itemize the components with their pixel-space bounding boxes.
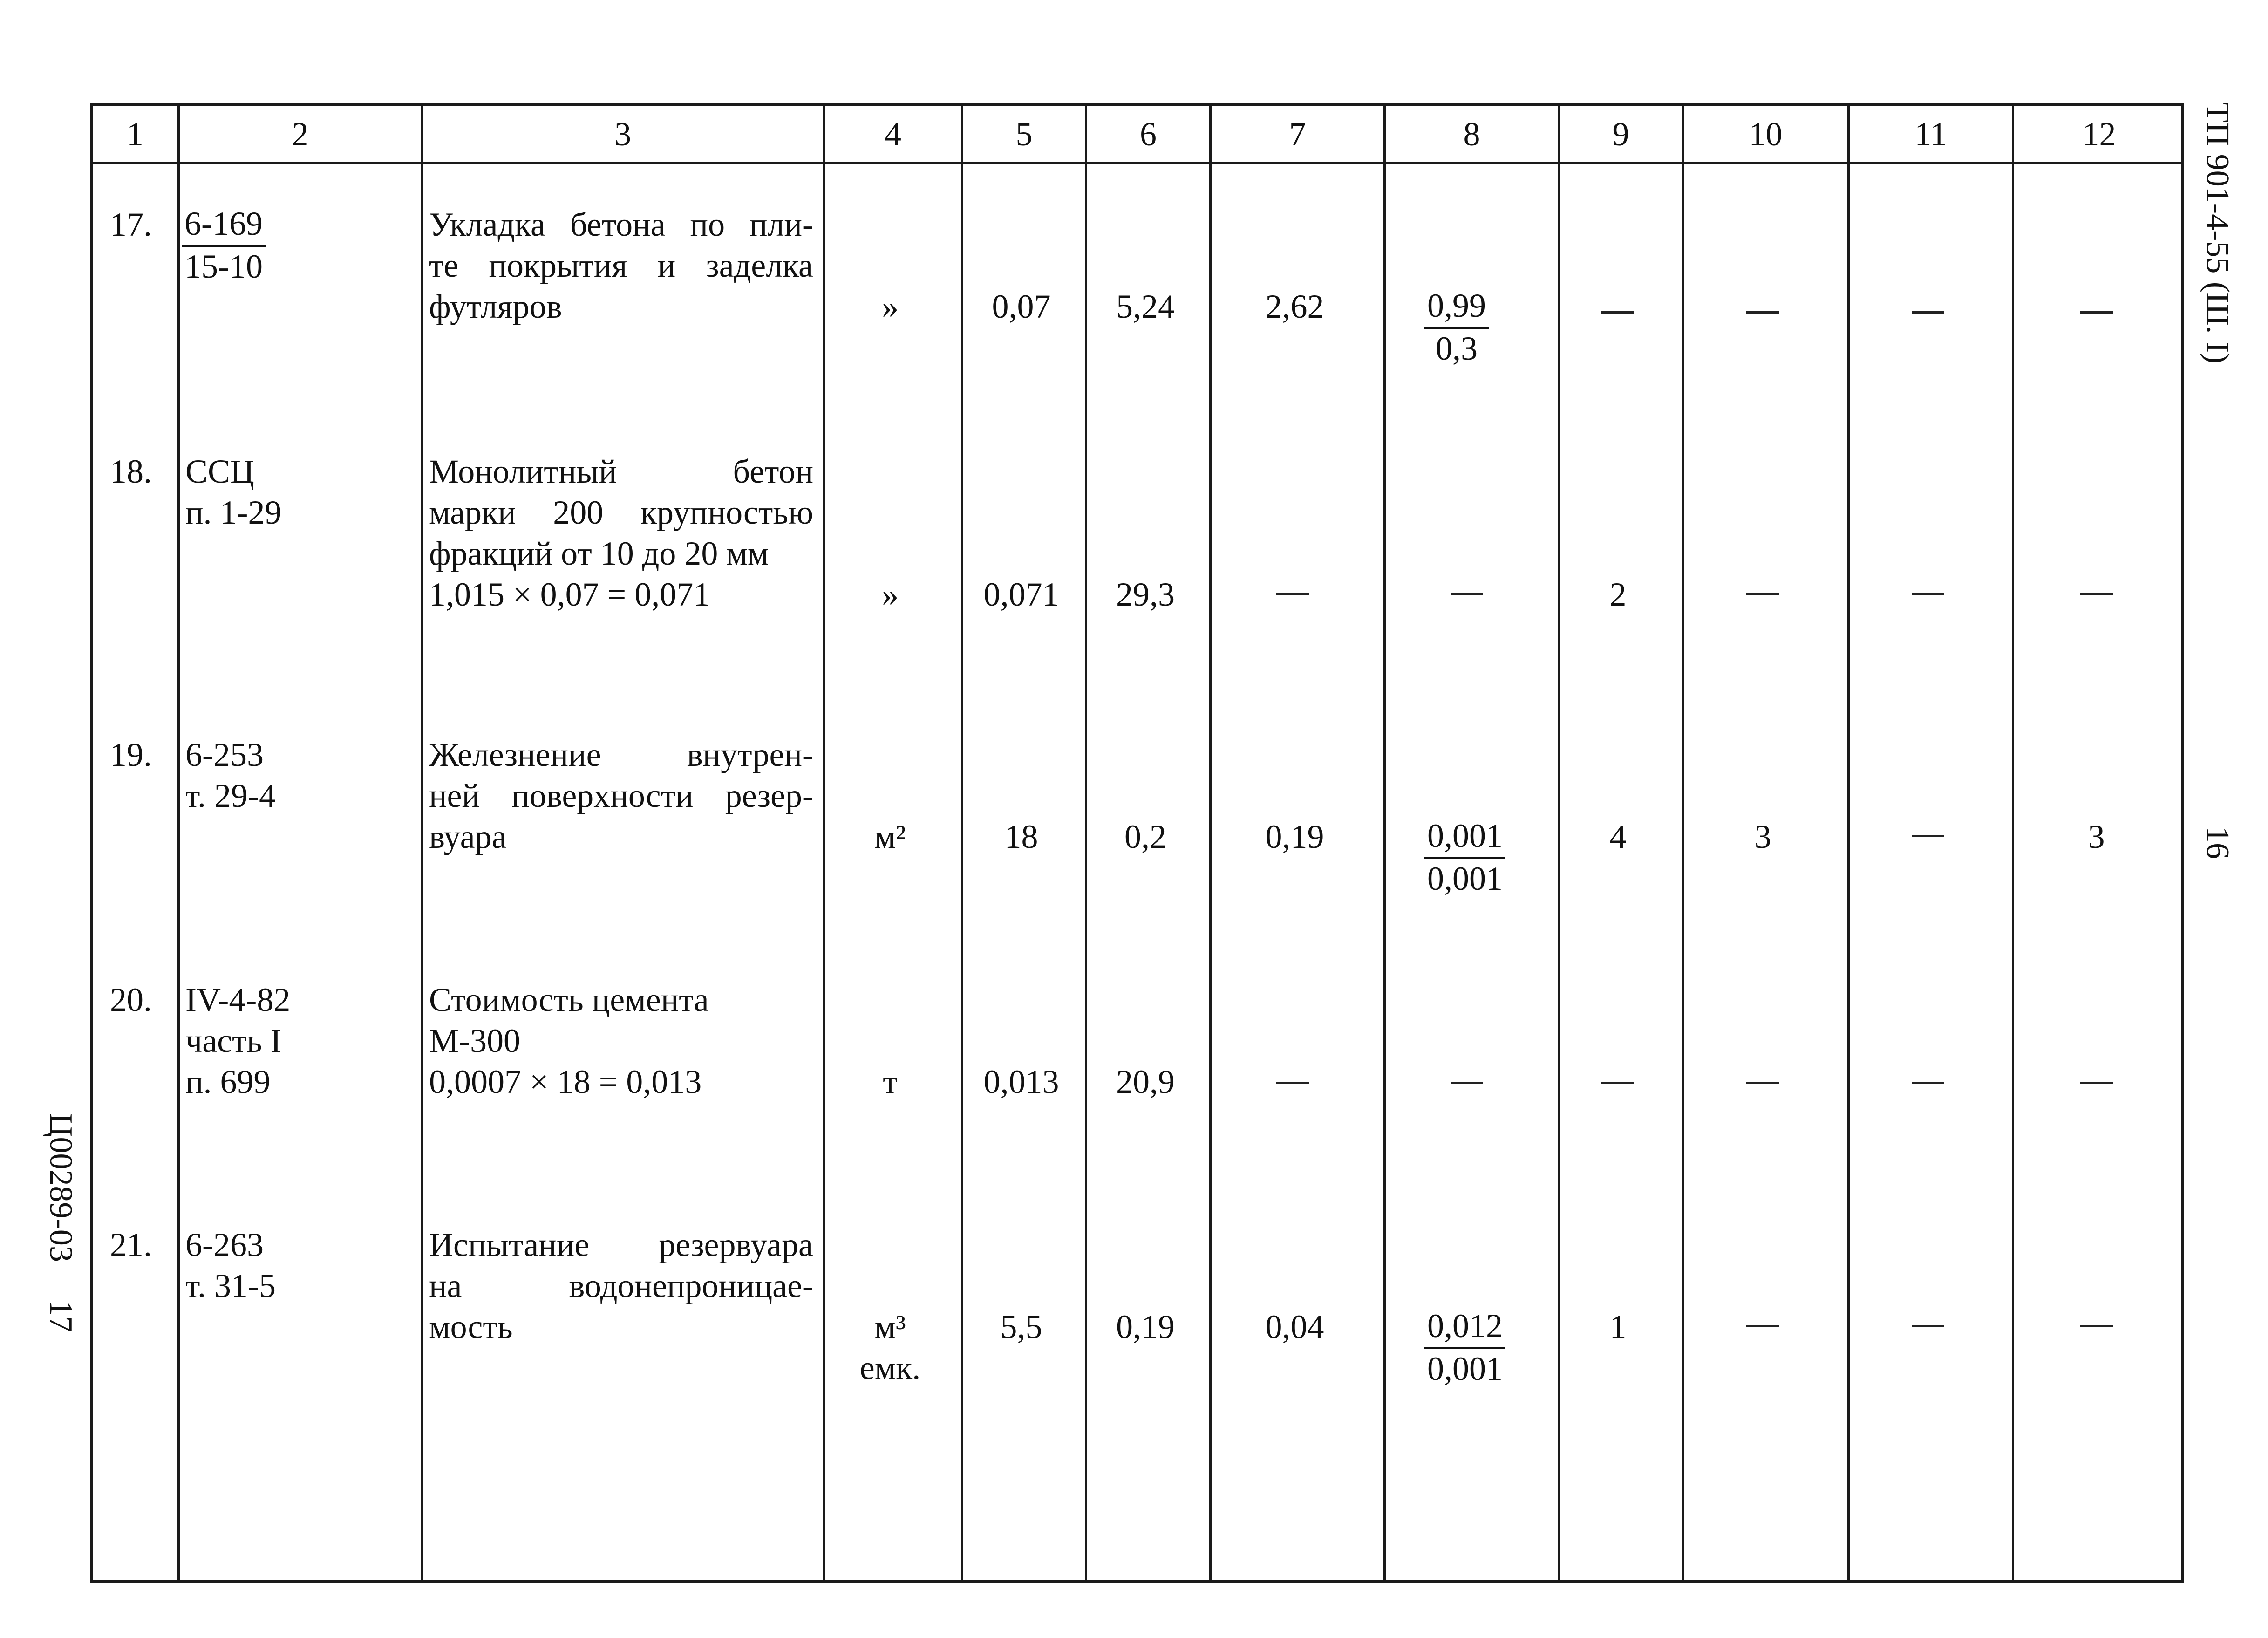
cell-col5: 18 — [1004, 818, 1038, 855]
description-line: на водонепроницае- — [429, 1267, 813, 1304]
unit: » — [882, 288, 899, 325]
reference-denominator: 15-10 — [184, 247, 263, 285]
header-cell-10: 10 — [1749, 115, 1783, 153]
row-number: 17. — [110, 206, 152, 243]
unit: т — [883, 1063, 898, 1100]
cell-col7: 0,19 — [1265, 818, 1324, 855]
cell-col9: 4 — [1609, 818, 1627, 855]
header-cell-11: 11 — [1914, 115, 1947, 153]
cell-col8-fraction — [1424, 817, 1505, 897]
description-line: ней поверхности резер- — [429, 777, 813, 814]
reference-line: т. 29-4 — [185, 777, 276, 814]
dash-col11 — [1912, 1082, 1944, 1084]
fraction-numerator: 0,001 — [1424, 817, 1505, 859]
header-cell-3: 3 — [614, 115, 631, 153]
description-line: футляров — [429, 288, 562, 325]
reference-line: 6-263 — [185, 1226, 264, 1263]
reference-line: п. 1-29 — [185, 494, 282, 531]
cell-col7: 0,04 — [1265, 1308, 1324, 1345]
header-cell-5: 5 — [1015, 115, 1033, 153]
header-divider — [93, 162, 2181, 164]
description-line: марки 200 крупностью — [429, 494, 813, 531]
dash-col11 — [1912, 835, 1944, 837]
description-line: вуара — [429, 818, 507, 855]
cell-col6: 0,19 — [1116, 1308, 1175, 1345]
row-number: 20. — [110, 981, 152, 1018]
sheet-code-label: Ц00289-03 — [43, 1113, 79, 1262]
reference-line: часть I — [185, 1022, 282, 1059]
document-code-label: ТП 901-4-55 (Ш. I) — [2200, 102, 2235, 364]
cell-col8-fraction — [1424, 287, 1489, 367]
cell-col6: 5,24 — [1116, 288, 1175, 325]
reference-fraction — [182, 205, 266, 285]
page-number-left: 17 — [43, 1300, 79, 1332]
description-line: те покрытия и заделка — [429, 247, 813, 284]
description-line: Стоимость цемента — [429, 981, 709, 1018]
reference-numerator: 6-169 — [182, 205, 266, 247]
dash-col10 — [1746, 311, 1779, 314]
cell-col5: 0,013 — [983, 1063, 1059, 1100]
cell-col5: 0,07 — [992, 288, 1051, 325]
unit-line: емк. — [859, 1349, 921, 1386]
cell-col9: 1 — [1609, 1308, 1627, 1345]
row-number: 21. — [110, 1226, 152, 1263]
header-cell-4: 4 — [885, 115, 901, 153]
fraction-numerator: 0,99 — [1424, 287, 1489, 329]
column-divider — [1383, 106, 1386, 1580]
page-number-right: 16 — [2200, 826, 2235, 859]
dash-col12 — [2080, 1082, 2113, 1084]
column-divider — [177, 106, 180, 1580]
dash-col12 — [2080, 593, 2113, 595]
fraction-denominator: 0,3 — [1436, 329, 1478, 367]
header-cell-8: 8 — [1463, 115, 1480, 153]
description-line: Монолитный бетон — [429, 453, 813, 490]
unit-line: м³ — [874, 1308, 906, 1345]
cell-col10: 3 — [1754, 818, 1771, 855]
description-line: 1,015 × 0,07 = 0,071 — [429, 576, 710, 613]
fraction-denominator: 0,001 — [1427, 1350, 1503, 1387]
dash-col11 — [1912, 1325, 1944, 1327]
reference-line: ССЦ — [185, 453, 255, 490]
dash-col7 — [1276, 593, 1309, 595]
description-line: мость — [429, 1308, 513, 1345]
header-cell-2: 2 — [292, 115, 309, 153]
description-line: М-300 — [429, 1022, 520, 1059]
cell-col6: 29,3 — [1116, 576, 1175, 613]
cell-col12: 3 — [2088, 818, 2105, 855]
cell-col5: 5,5 — [1000, 1308, 1042, 1345]
unit: м² — [874, 818, 906, 855]
reference-line: IV-4-82 — [185, 981, 291, 1018]
description-line: фракций от 10 до 20 мм — [429, 535, 769, 572]
dash-col11 — [1912, 311, 1944, 314]
dash-col9 — [1601, 311, 1634, 314]
cell-col8-fraction — [1424, 1307, 1505, 1387]
reference-line: п. 699 — [185, 1063, 271, 1100]
header-cell-12: 12 — [2082, 115, 2116, 153]
description-line: Железнение внутрен- — [429, 736, 813, 773]
cell-col9: 2 — [1609, 576, 1627, 613]
reference-line: т. 31-5 — [185, 1267, 276, 1304]
header-cell-7: 7 — [1289, 115, 1306, 153]
dash-col10 — [1746, 1082, 1779, 1084]
cell-col5: 0,071 — [983, 576, 1059, 613]
dash-col8 — [1451, 593, 1483, 595]
dash-col9 — [1601, 1082, 1634, 1084]
description-line: 0,0007 × 18 = 0,013 — [429, 1063, 702, 1100]
dash-col7 — [1276, 1082, 1309, 1084]
fraction-denominator: 0,001 — [1427, 860, 1503, 897]
header-cell-1: 1 — [127, 115, 143, 153]
dash-col10 — [1746, 1325, 1779, 1327]
description-line: Укладка бетона по пли- — [429, 206, 813, 243]
row-number: 19. — [110, 736, 152, 773]
cell-col6: 20,9 — [1116, 1063, 1175, 1100]
header-cell-9: 9 — [1612, 115, 1629, 153]
dash-col12 — [2080, 311, 2113, 314]
row-number: 18. — [110, 453, 152, 490]
fraction-numerator: 0,012 — [1424, 1307, 1505, 1349]
reference-line: 6-253 — [185, 736, 264, 773]
dash-col12 — [2080, 1325, 2113, 1327]
cell-col7: 2,62 — [1265, 288, 1324, 325]
dash-col10 — [1746, 593, 1779, 595]
dash-col8 — [1451, 1082, 1483, 1084]
column-divider — [1847, 106, 1850, 1580]
cell-col6: 0,2 — [1124, 818, 1166, 855]
dash-col11 — [1912, 593, 1944, 595]
description-line: Испытание резервуара — [429, 1226, 813, 1263]
column-divider — [421, 106, 423, 1580]
header-cell-6: 6 — [1140, 115, 1157, 153]
unit: » — [882, 576, 899, 613]
